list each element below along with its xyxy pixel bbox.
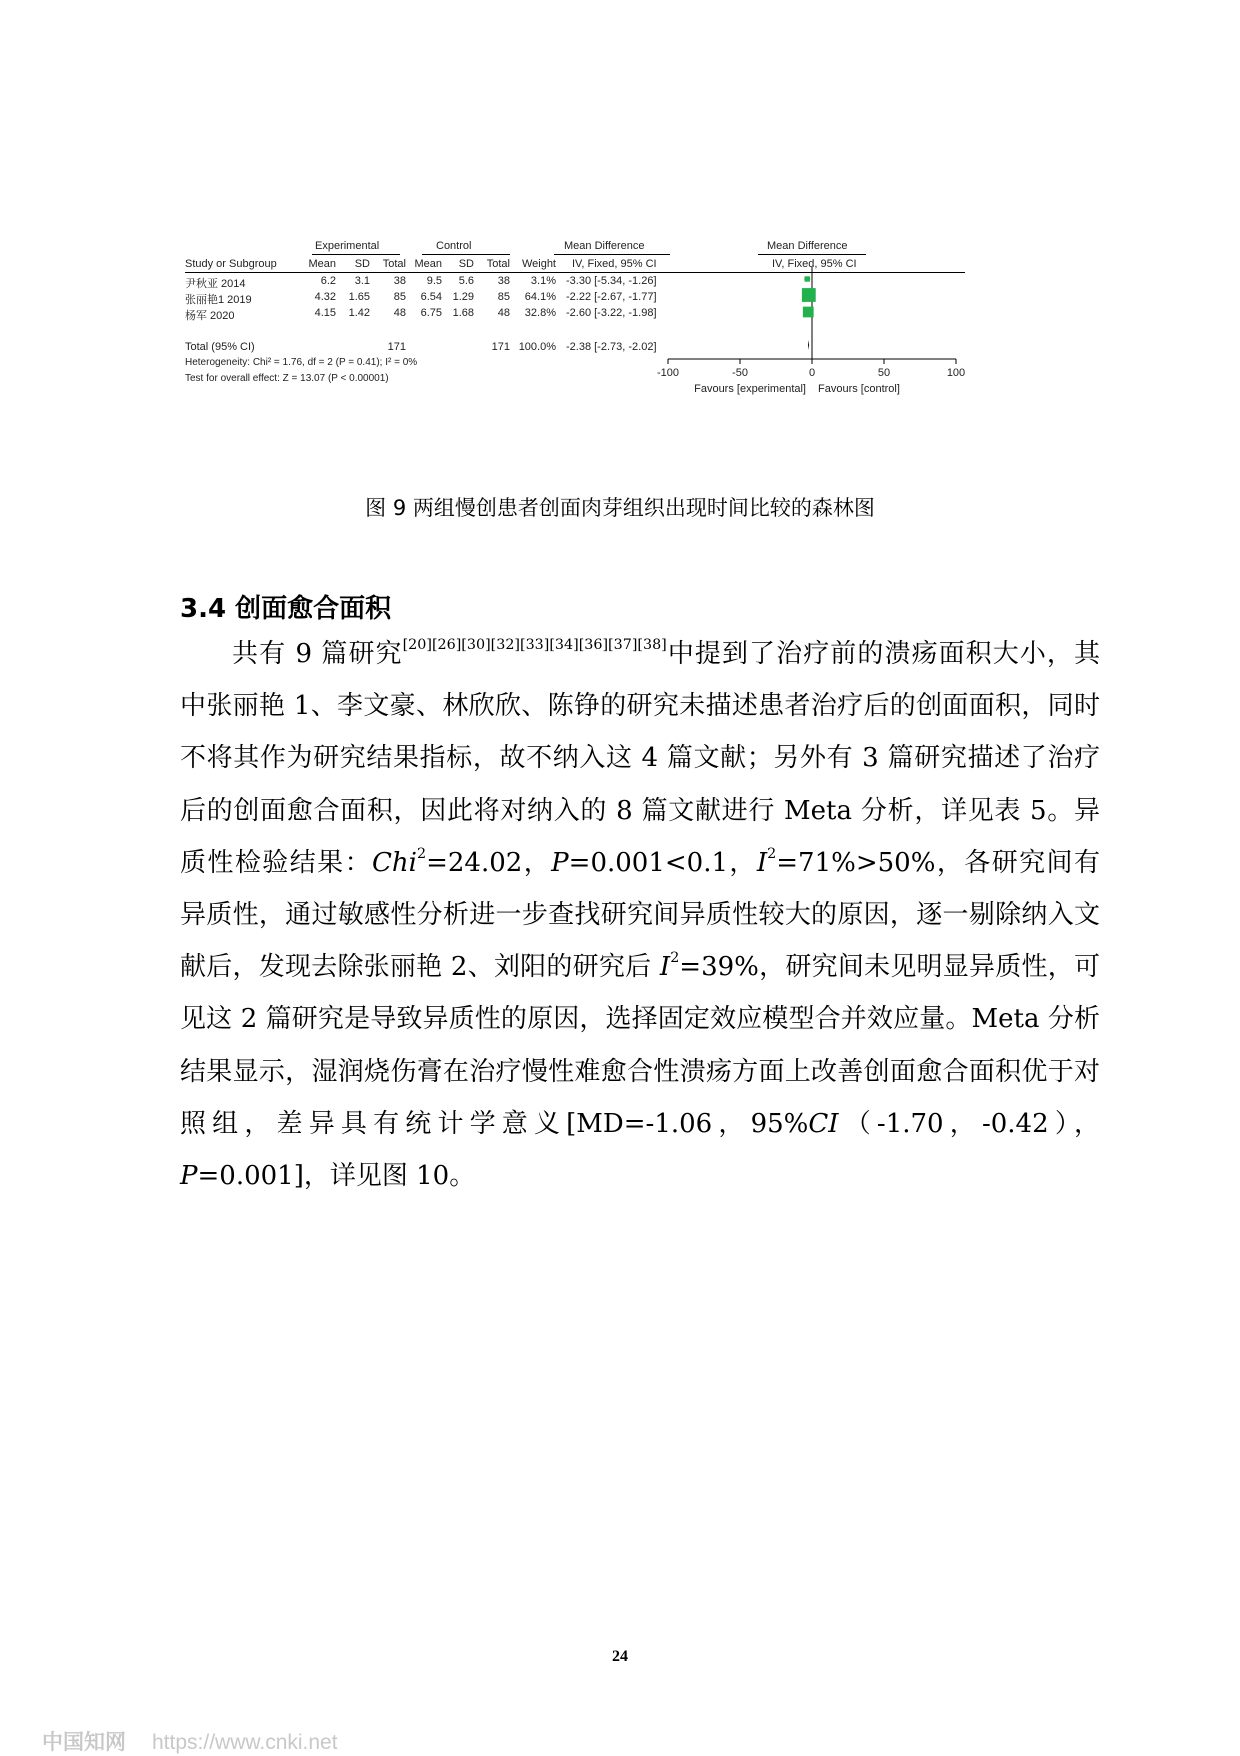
body-paragraph (180, 628, 1100, 1202)
md-plot-header: Mean Difference (767, 240, 848, 252)
forest-plot-graphic (200, 262, 1100, 452)
col-c-mean: Mean (414, 258, 442, 270)
body-text: =24.02， (426, 847, 552, 878)
body-text: =39%，研究间未见明显异质性，可见这 2 篇研究是导致异质性的原因，选择固定效应模型合并效应量。Meta 分析结果显示，湿润烧伤膏在治疗慢性难愈合性溃疡方面上改善创面愈合面积优于对照组，差异具有统计学意义[MD=-1.06，95% (180, 952, 1101, 1139)
ci-text: -2.60 [-3.22, -1.98] (566, 307, 657, 319)
x-tick-label: 50 (877, 367, 891, 379)
col-study: Study or Subgroup (185, 258, 277, 270)
x-tick-label: 100 (946, 367, 966, 379)
col-c-sd: SD (458, 258, 474, 270)
c-sd: 1.29 (452, 291, 474, 303)
stat-symbol: P (180, 1161, 198, 1192)
e-total-sum: 171 (387, 341, 406, 353)
col-e-sd: SD (354, 258, 370, 270)
control-rule (422, 254, 510, 255)
study-effect-square (802, 288, 816, 302)
md-table-header: Mean Difference (564, 240, 645, 252)
md-plot-rule (758, 254, 866, 255)
col-e-mean: Mean (308, 258, 336, 270)
weight-sum: 100.0% (518, 341, 556, 353)
favours-control-label: Favours [control] (818, 383, 900, 395)
ci-text: -3.30 [-5.34, -1.26] (566, 275, 657, 287)
body-text: =0.001]，详见图 10。 (197, 1161, 476, 1192)
e-sd: 1.65 (348, 291, 370, 303)
cnki-url: https://www.cnki.net (152, 1731, 338, 1754)
col-ci-plot: IV, Fixed, 95% CI (772, 258, 857, 270)
x-tick-label: -50 (732, 367, 748, 379)
body-text: 中提到了治疗前的溃疡面积大小，其中张丽艳 1、李文豪、林欣欣、陈铮的研究未描述患者治疗后的创面面积，同时不将其作为研究结果指标，故不纳入这 4 篇文献；另外有 3 篇研究描述了治疗后的创面愈合面积，因此将对纳入的 8 篇文献进行 Meta 分析，详见表 5。异质性检验结果： (180, 639, 1100, 878)
ci-text: -2.22 [-2.67, -1.77] (566, 291, 657, 303)
figure-caption: 图 9 两组慢创患者创面肉芽组织出现时间比较的森林图 (365, 496, 875, 520)
superscript: 2 (670, 950, 680, 967)
c-total: 85 (497, 291, 510, 303)
stat-symbol: P (551, 847, 569, 878)
md-table-rule (554, 254, 670, 255)
cnki-watermark (42, 1726, 338, 1756)
cnki-logo: 中国知网 (42, 1731, 126, 1754)
section-heading: 3.4 创面愈合面积 (180, 594, 392, 624)
superscript: 2 (416, 845, 427, 862)
col-weight: Weight (521, 258, 556, 270)
e-total: 38 (393, 275, 406, 287)
c-mean: 9.5 (426, 275, 442, 287)
weight: 64.1% (524, 291, 556, 303)
body-text: （-1.70，-0.42）， (838, 1108, 1100, 1139)
pooled-diamond (808, 340, 809, 350)
e-total: 48 (393, 307, 406, 319)
e-mean: 6.2 (320, 275, 336, 287)
c-total: 48 (497, 307, 510, 319)
body-text: =71%>50%，各研究间有异质性，通过敏感性分析进一步查找研究间异质性较大的原因，逐一剔除纳入文献后，发现去除张丽艳 2、刘阳的研究后 (180, 847, 1100, 983)
stat-symbol: I (756, 847, 768, 878)
weight: 3.1% (530, 275, 556, 287)
col-c-total: Total (486, 258, 510, 270)
e-total: 85 (393, 291, 406, 303)
c-sd: 5.6 (458, 275, 474, 287)
study-name: 尹秋亚 2014 (185, 278, 246, 290)
study-effect-square (805, 276, 810, 281)
heterogeneity-text: Heterogeneity: Chi² = 1.76, df = 2 (P = 0.41); I² = 0% (185, 357, 418, 368)
col-e-total: Total (382, 258, 406, 270)
body-text: =0.001<0.1， (568, 847, 757, 878)
stat-symbol: Chi (372, 847, 417, 878)
x-tick-label: 0 (808, 367, 816, 379)
page-number: 24 (612, 1648, 628, 1665)
body-text: 共有 9 篇研究 (232, 639, 403, 669)
superscript: 2 (767, 845, 777, 862)
e-sd: 3.1 (354, 275, 370, 287)
overall-effect-text: Test for overall effect: Z = 13.07 (P < 0.00001) (185, 373, 389, 384)
forest-plot (185, 240, 1100, 452)
x-tick-label: -100 (656, 367, 680, 379)
study-name: 杨军 2020 (185, 310, 235, 322)
experimental-rule (312, 254, 400, 255)
experimental-header: Experimental (315, 240, 380, 252)
e-mean: 4.32 (314, 291, 336, 303)
study-name: 张丽艳1 2019 (185, 294, 252, 306)
control-header: Control (436, 240, 472, 252)
favours-experimental-label: Favours [experimental] (694, 383, 806, 395)
study-effect-square (803, 307, 814, 318)
total-label: Total (95% CI) (185, 341, 255, 353)
c-total: 38 (497, 275, 510, 287)
stat-symbol: I (659, 952, 671, 983)
stat-symbol: CI (808, 1108, 839, 1139)
e-sd: 1.42 (348, 307, 370, 319)
c-mean: 6.75 (420, 307, 442, 319)
col-ci: IV, Fixed, 95% CI (572, 258, 657, 270)
c-mean: 6.54 (420, 291, 442, 303)
e-mean: 4.15 (314, 307, 336, 319)
weight: 32.8% (524, 307, 556, 319)
c-total-sum: 171 (491, 341, 510, 353)
pooled-ci-text: -2.38 [-2.73, -2.02] (566, 341, 657, 353)
c-sd: 1.68 (452, 307, 474, 319)
citation-refs: [20][26][30][32][33][34][36][37][38] (402, 637, 667, 654)
